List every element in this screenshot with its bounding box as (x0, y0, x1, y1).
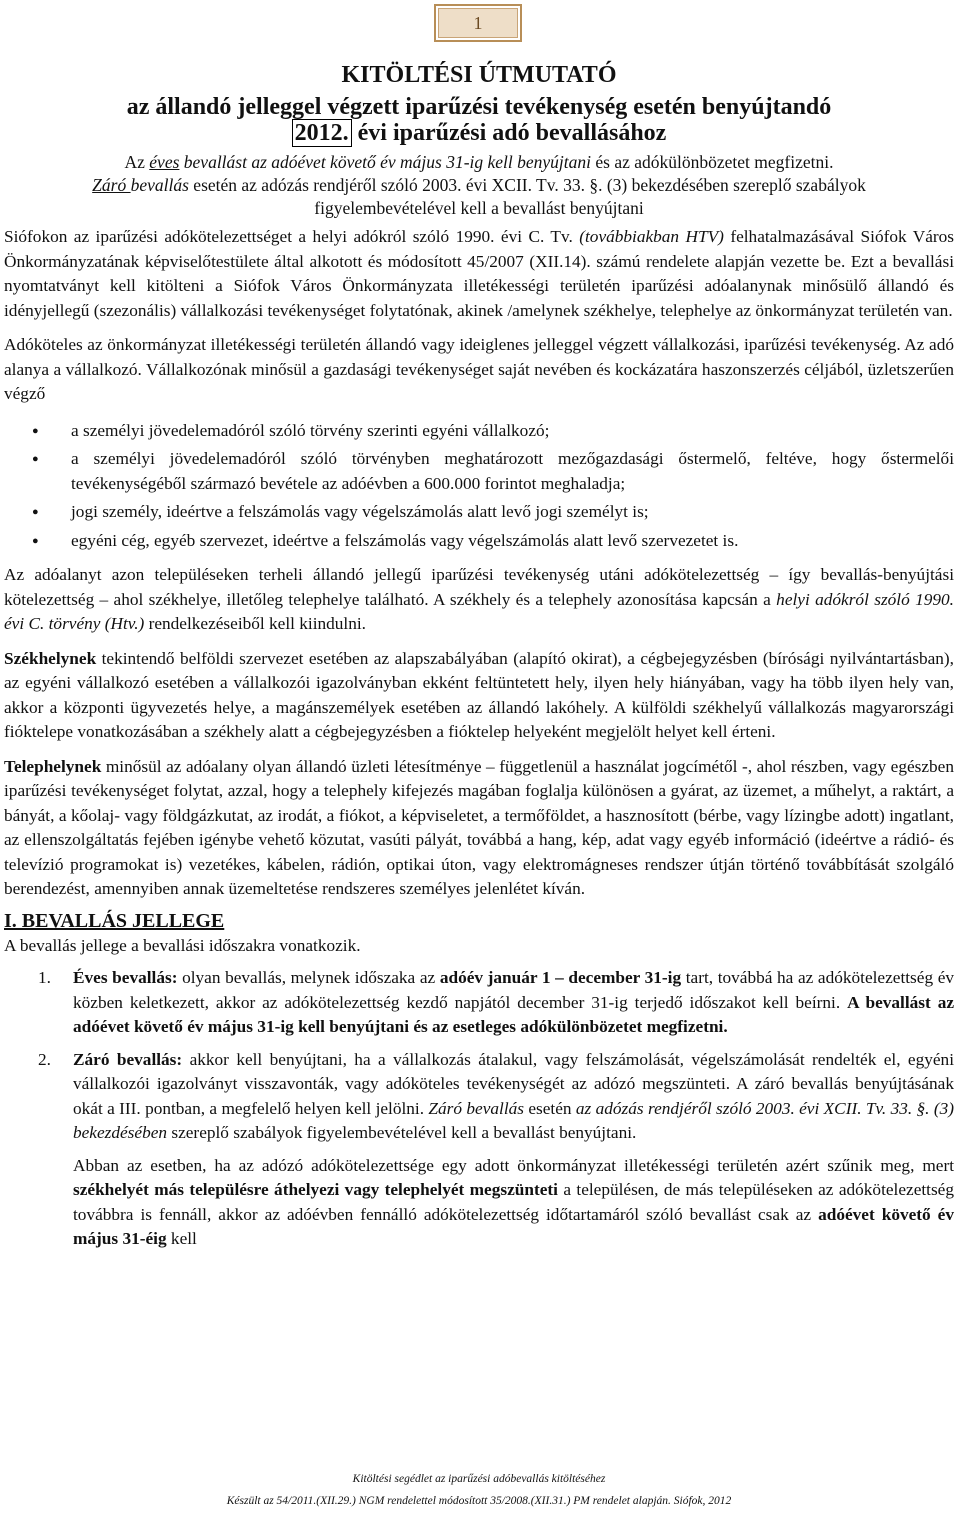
taxpayer-paragraph (4, 563, 954, 637)
htv-reference: helyi adókról szóló 1990. évi C. törvény (Htv.) (4, 589, 954, 633)
final-return-note-cont: figyelembevételével kell a bevallást benyújtani (314, 198, 644, 218)
document-title-year-line (4, 118, 954, 148)
deadline-note (4, 151, 954, 173)
final-text-b: Záró bevallás (428, 1098, 524, 1118)
relocation-text-a: Abban az esetben, ha az adózó adókötelezettsége egy adott önkormányzat illetékességi területén azért szűnik meg, mert (73, 1155, 954, 1175)
annual-deadline: A bevallást az adóévet követő év május 31-ig kell benyújtani és az esetleges adókülönbözetet megfizetni. (73, 992, 955, 1036)
site-paragraph (4, 755, 954, 902)
year-box: 2012. (292, 119, 352, 147)
annual-text-a: olyan bevallás, melynek időszaka az (177, 968, 440, 987)
list-item: ● a személyi jövedelemadóról szóló törvény szerinti egyéni vállalkozó; (4, 419, 954, 444)
section-intro: A bevallás jellege a bevallási időszakra vonatkozik. (4, 935, 361, 955)
annual-return-label: Éves bevallás: (73, 968, 178, 987)
taxpayer-text-tail: rendelkezéseiből kell kiindulni. (144, 614, 366, 633)
entrepreneur-list (4, 419, 954, 554)
section-heading: I. BEVALLÁS JELLEGE (4, 909, 225, 932)
final-return-text: esetén az adózás rendjéről szóló 2003. évi XCII. Tv. 33. §. (3) bekezdésében szereplő szabályok (188, 175, 866, 195)
footer-title: Kitöltési segédlet az iparűzési adóbevallás kitöltéséhez (352, 1473, 606, 1485)
seat-definition: tekintendő belföldi szervezet esetében az alapszabályában (alapító okirat), a cégbejegyzésben (bírósági nyilvántartásban), az egyéni vállalkozó esetében a vállalkozói igazolványban ekként feltüntetett hely, ilyen hely hiányában, vagy ha több ilyen hely van, akkor a központi ügyvezetés helye, a magánszemélyek esetében az állandó lakóhely. A külföldi székhelyű vállalkozás magyarországi fióktelepe vonatkozásában a székhely alatt a cégbejegyzésben a fióktelep helyeként megjelölt helyet kell érteni. (4, 648, 954, 741)
relocation-text-b: székhelyét más településre áthelyezi vagy telephelyét megszünteti (73, 1180, 558, 1199)
site-definition: minősül az adóalany olyan állandó üzleti létesítménye – függetlenül a használat jogcímétől -, ahol részben, vagy egészben iparűzési tevékenységet folytat, azzal, hogy a telephely kifejezés magában foglalja különösen a gyárat, az üzemet, a műhelyt, a raktárt, a bányát, a kőolaj- vagy földgázkutat, az irodát, a fiókot, a képviseletet, a termőföldet, a hasznosított (bérbe, vagy lízingbe adott) ingatlant, az ellenszolgáltatás fejében igénybe vehető közutat, vasúti pályát, továbbá a hang, kép, adat vagy egyéb információ (ideértve a rádió- és televízió programokat is) vezetékes, kábelen, rádión, optikai úton, vagy elektromágneses rendszer útján történő továbbítását szolgáló berendezést, amennyiben annak üzemeltetése rendszeres személyes jelenlétet kíván. (4, 756, 954, 898)
list-item: ● jogi személy, ideértve a felszámolás vagy végelszámolás alatt levő jogi személyt is; (4, 500, 954, 525)
document-title: KITÖLTÉSI ÚTMUTATÓ (341, 62, 617, 88)
list-item: ● a személyi jövedelemadóról szóló törvényben meghatározott mezőgazdasági őstermelő, feltéve, hogy őstermelői tevékenységéből származó bevétele az adóévben a 600.000 forintot meghaladja; (4, 447, 954, 496)
annual-word: éves (149, 152, 180, 172)
final-text-a: akkor kell benyújtani, ha a vállalkozás átalakul, vagy felszámolását, végelszámolását rendelték el, egyéni vállalkozói igazolványt visszavonták, vagy adóköteles tevékenységét az adózó megszünteti. A záró bevallás benyújtásának okát a III. pontban, a megfelelő helyen kell jelölni. (73, 1049, 954, 1118)
item-number: 2. (38, 1049, 51, 1069)
title-year-rest: évi iparűzési adó bevallásához (357, 120, 667, 146)
site-term: Telephelynek (4, 756, 102, 776)
final-return-word: bevallás (130, 175, 189, 195)
page-number-badge (434, 4, 522, 42)
return-type-list (4, 966, 954, 1146)
relocation-deadline: adóévet követő év május 31-éig (73, 1204, 954, 1248)
intro-text-c: felhatalmazásával Siófok Város Önkormányzatának képviselőtestülete által alkotott és módosított 45/2007 (XII.14). számú rendelete alapján vezette be. Ezt a bevallási nyomtatványt kell kitölteni a Siófok Város Önkormányzata illetékességi területén iparűzési adóalanynak minősülő állandó és idényjellegű (szezonális) vállalkozási tevékenységet folytatónak, akinek /amelynek székhelye, telephelye az önkormányzat területén van. (4, 227, 955, 320)
intro-paragraph (4, 225, 954, 323)
final-return-note (4, 174, 954, 196)
list-item-final (4, 1048, 954, 1146)
seat-paragraph (4, 647, 954, 745)
final-return-label: Záró bevallás: (73, 1049, 183, 1069)
deadline-italic: bevallást az adóévet követő év május 31-ig kell benyújtani (179, 152, 592, 172)
document-subtitle: az állandó jelleggel végzett iparűzési tevékenység esetén benyújtandó (126, 94, 832, 120)
final-text-e: szereplő szabályok figyelembevételével kell a bevallást benyújtani. (167, 1123, 637, 1142)
relocation-text-c: a településen, de más településeken az adókötelezettség továbbra is fennáll, akkor az adóévben fennálló adókötelezettség időtartamáról szóló bevallást csak az (73, 1180, 954, 1224)
intro-htv: (továbbiakban HTV) (579, 227, 724, 246)
document-body (4, 225, 954, 1252)
relocation-text-e: kell (166, 1229, 197, 1248)
final-word: Záró (92, 175, 131, 195)
page-number: 1 (473, 12, 483, 33)
list-item-annual (4, 966, 954, 1040)
deadline-text: Az (124, 152, 150, 172)
annual-text-c: tart, továbbá ha az adókötelezettség év közben keletkezett, akkor az adókötelezettség kezdő napjától december 31-ig terjedő időszakot kell beírni. (73, 968, 955, 1012)
taxable-paragraph: Adóköteles az önkormányzat illetékességi területén állandó vagy ideiglenes jelleggel végzett vállalkozási, iparűzési tevékenység. Az adó alanya a vállalkozó. Vállalkozónak minősül a gazdasági tevékenységet saját nevében és kockázatára haszonszerzés céljából, üzletszerűen végző (4, 335, 954, 403)
intro-text-a: Siófokon az iparűzési adókötelezettséget a helyi adókról szóló 1990. évi C. Tv. (4, 227, 580, 246)
final-text-d: az adózás rendjéről szóló 2003. évi XCII. Tv. 33. §. (3) bekezdésében (73, 1098, 954, 1142)
relocation-paragraph (73, 1154, 954, 1252)
footer-note: Készült az 54/2011.(XII.29.) NGM rendelettel módosított 35/2008.(XII.31.) PM rendelet alapján. Siófok, 2012 (226, 1495, 732, 1507)
annual-period: adóév január 1 – december 31-ig (439, 968, 682, 987)
deadline-tail: és az adókülönbözetet megfizetni. (591, 152, 834, 172)
item-number: 1. (38, 968, 51, 987)
taxpayer-text: Az adóalanyt azon településeken terheli állandó jellegű iparűzési tevékenység utáni adókötelezettség – így bevallás-benyújtási kötelezettség – ahol székhelye, illetőleg telephelye található. A székhely és a telephely azonosítása kapcsán a (4, 565, 954, 609)
final-text-c: esetén (524, 1098, 576, 1118)
seat-term: Székhelynek (4, 648, 97, 668)
list-item: ● egyéni cég, egyéb szervezet, ideértve a felszámolás vagy végelszámolás alatt levő szervezetet is. (4, 529, 954, 554)
